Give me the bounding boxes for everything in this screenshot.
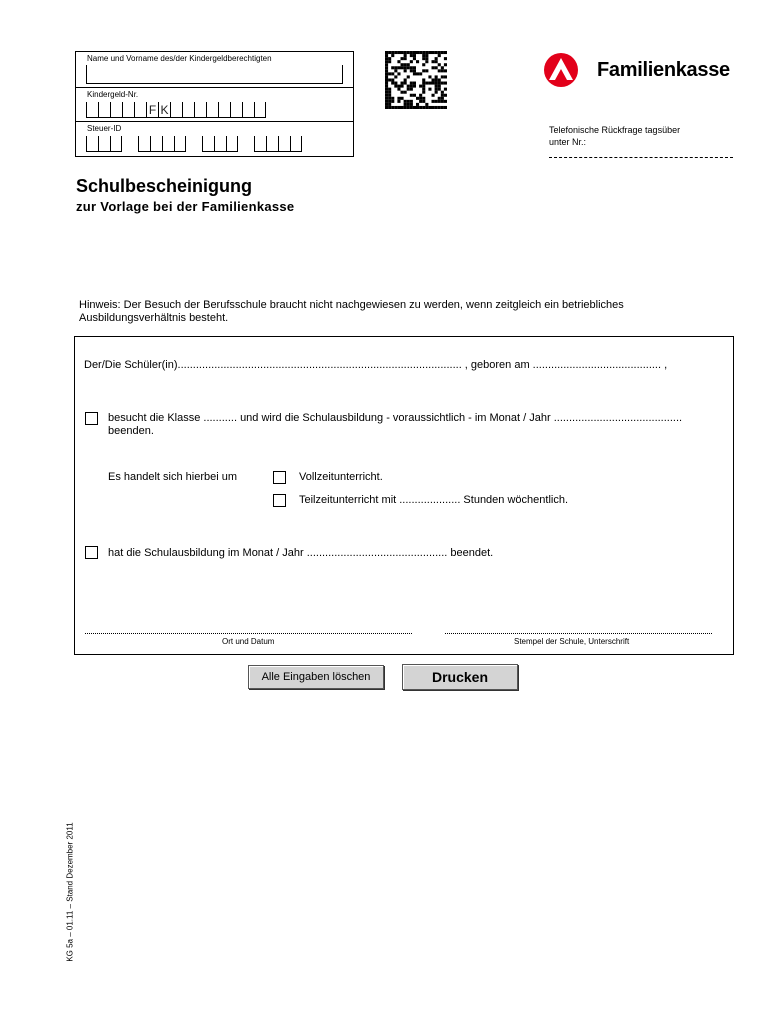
parttime-label: Teilzeitunterricht mit .................... Stunden wöchentlich. xyxy=(299,494,569,506)
steuer-digit[interactable] xyxy=(202,136,214,152)
type-label: Es handelt sich hierbei um xyxy=(108,471,238,483)
steuer-digit[interactable] xyxy=(278,136,290,152)
stamp-field[interactable] xyxy=(445,633,712,634)
fulltime-checkbox[interactable] xyxy=(273,471,286,484)
steuer-id-field[interactable] xyxy=(86,136,302,152)
kg-digit[interactable] xyxy=(218,102,230,118)
steuer-digit[interactable] xyxy=(254,136,266,152)
kg-digit[interactable] xyxy=(194,102,206,118)
kg-digit[interactable] xyxy=(242,102,254,118)
kg-prefix-f: F xyxy=(146,102,158,118)
phone-field[interactable] xyxy=(549,157,733,158)
kindergeld-label: Kindergeld-Nr. xyxy=(87,90,139,99)
kg-digit[interactable] xyxy=(206,102,218,118)
steuer-digit[interactable] xyxy=(110,136,122,152)
stamp-label: Stempel der Schule, Unterschrift xyxy=(514,637,630,646)
form-code xyxy=(60,816,80,968)
place-date-label: Ort und Datum xyxy=(222,637,275,646)
familienkasse-logo-icon xyxy=(543,52,589,88)
parttime-checkbox[interactable] xyxy=(273,494,286,507)
kindergeld-row xyxy=(76,88,353,122)
steuer-digit[interactable] xyxy=(138,136,150,152)
class-line: besucht die Klasse ........... und wird die Schulausbildung - voraussichtlich - im Monat / Jahr .......................................... xyxy=(108,412,683,424)
phone-line1: Telefonische Rückfrage tagsüber xyxy=(549,125,681,135)
fulltime-label: Vollzeitunterricht. xyxy=(299,471,383,483)
steuer-digit[interactable] xyxy=(214,136,226,152)
kg-digit[interactable] xyxy=(134,102,146,118)
print-button[interactable]: Drucken xyxy=(402,664,518,690)
kg-digit[interactable] xyxy=(110,102,122,118)
certificate-form xyxy=(74,336,734,655)
place-date-field[interactable] xyxy=(85,633,412,634)
steuer-digit[interactable] xyxy=(86,136,98,152)
kg-prefix-k: K xyxy=(158,102,170,118)
applicant-info-box xyxy=(75,51,354,157)
kg-digit[interactable] xyxy=(122,102,134,118)
steuer-label: Steuer-ID xyxy=(87,124,122,133)
steuer-digit[interactable] xyxy=(162,136,174,152)
student-line: Der/Die Schüler(in)............................................................................................. , geboren am .......................................... , xyxy=(84,359,668,371)
name-label: Name und Vorname des/der Kindergeldberechtigten xyxy=(87,54,272,63)
class-line-end: beenden. xyxy=(108,425,154,437)
familienkasse-logo xyxy=(543,52,730,88)
kg-digit[interactable] xyxy=(254,102,266,118)
kg-digit[interactable] xyxy=(230,102,242,118)
steuer-digit[interactable] xyxy=(174,136,186,152)
kg-digit[interactable] xyxy=(86,102,98,118)
steuer-digit[interactable] xyxy=(226,136,238,152)
steuer-digit[interactable] xyxy=(98,136,110,152)
phone-note xyxy=(549,124,680,148)
steuer-digit[interactable] xyxy=(150,136,162,152)
steuer-digit[interactable] xyxy=(266,136,278,152)
kindergeld-number-field[interactable] xyxy=(86,102,266,118)
page-subtitle: zur Vorlage bei der Familienkasse xyxy=(76,199,295,214)
matrix-barcode xyxy=(385,51,447,109)
kg-digit[interactable] xyxy=(170,102,182,118)
logo-text: Familienkasse xyxy=(597,58,730,81)
name-row xyxy=(76,52,353,88)
name-field[interactable] xyxy=(86,65,343,84)
class-checkbox[interactable] xyxy=(85,412,98,425)
hint-text: Hinweis: Der Besuch der Berufsschule braucht nicht nachgewiesen zu werden, wenn zeitgleich ein betriebliches Ausbildungsverhältnis besteht. xyxy=(79,299,624,324)
form-code-text: KG 5a – 01.11 – Stand Dezember 2011 xyxy=(65,822,75,962)
kg-digit[interactable] xyxy=(182,102,194,118)
clear-button[interactable]: Alle Eingaben löschen xyxy=(248,665,384,689)
steuer-row xyxy=(76,122,353,157)
finished-line: hat die Schulausbildung im Monat / Jahr .............................................. beendet. xyxy=(108,547,494,559)
finished-checkbox[interactable] xyxy=(85,546,98,559)
page-title: Schulbescheinigung xyxy=(76,176,253,196)
kg-digit[interactable] xyxy=(98,102,110,118)
phone-line2: unter Nr.: xyxy=(549,137,587,147)
steuer-digit[interactable] xyxy=(290,136,302,152)
